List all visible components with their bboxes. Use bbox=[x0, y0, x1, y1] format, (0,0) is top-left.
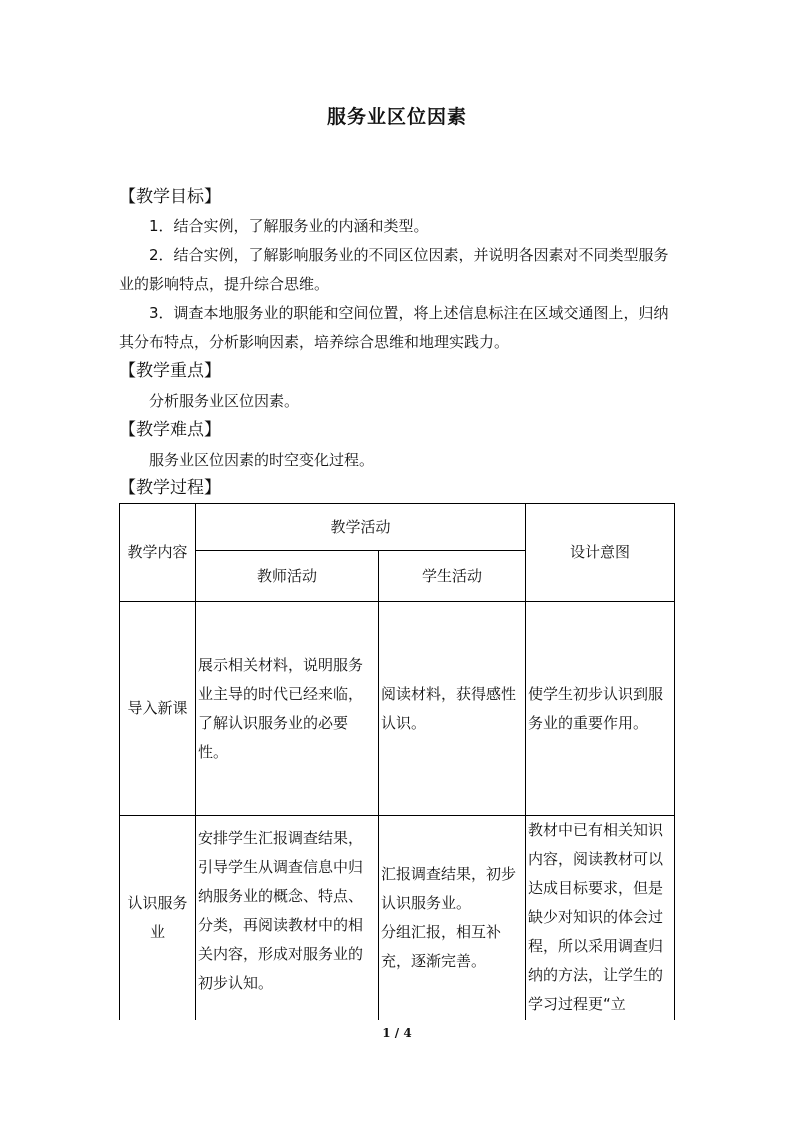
difficulty-text: 服务业区位因素的时空变化过程。 bbox=[149, 451, 375, 469]
process-heading: 【教学过程】 bbox=[119, 478, 221, 498]
goal-item-3: 3．调查本地服务业的职能和空间位置，将上述信息标注在区域交通图上，归纳其分布特点，分析影响因素，培养综合思维和地理实践力。 bbox=[119, 304, 669, 351]
goal-item-1: 1．结合实例，了解服务业的内涵和类型。 bbox=[149, 217, 429, 235]
row-intent-cell: 使学生初步认识到服务业的重要作用。 bbox=[526, 602, 675, 816]
row-intent-text: 教材中已有相关知识内容，阅读教材可以达成目标要求，但是缺少对知识的体会过程，所以采用调查归纳的方法，让学生的学习过程更“立 bbox=[528, 821, 664, 1013]
header-student: 学生活动 bbox=[379, 551, 526, 602]
row-student-cell bbox=[379, 816, 526, 1021]
row-student-cell: 阅读材料，获得感性认识。 bbox=[379, 602, 526, 816]
table-row bbox=[120, 816, 675, 1021]
row-teacher-cell: 展示相关材料，说明服务业主导的时代已经来临，了解认识服务业的必要性。 bbox=[196, 602, 379, 816]
header-teacher: 教师活动 bbox=[196, 551, 379, 602]
document-title: 服务业区位因素 bbox=[326, 106, 467, 128]
goals-heading: 【教学目标】 bbox=[119, 187, 221, 207]
table-row bbox=[120, 602, 675, 816]
page-number: 1 / 4 bbox=[382, 1026, 412, 1040]
row-content-cell: 认识服务业 bbox=[120, 816, 196, 1021]
key-points-heading: 【教学重点】 bbox=[119, 361, 221, 381]
row-teacher-text: 安排学生汇报调查结果，引导学生从调查信息中归纳服务业的概念、特点、分类，再阅读教材中的相关内容，形成对服务业的初步认知。 bbox=[198, 829, 364, 992]
difficulty-heading: 【教学难点】 bbox=[119, 420, 221, 440]
row-student-line-1: 汇报调查结果，初步认识服务业。 bbox=[381, 865, 517, 912]
header-intent: 设计意图 bbox=[526, 504, 675, 602]
row-content-cell: 导入新课 bbox=[120, 602, 196, 816]
table-header-row bbox=[120, 504, 675, 551]
key-points-text: 分析服务业区位因素。 bbox=[149, 392, 300, 410]
lesson-process-table bbox=[119, 503, 675, 1020]
row-teacher-cell bbox=[196, 816, 379, 1021]
row-intent-cell bbox=[526, 816, 675, 1021]
row-student-line-2: 分组汇报，相互补充，逐渐完善。 bbox=[381, 923, 502, 970]
goal-item-2: 2．结合实例，了解影响服务业的不同区位因素，并说明各因素对不同类型服务业的影响特点，提升综合思维。 bbox=[119, 246, 669, 293]
header-content: 教学内容 bbox=[120, 504, 196, 602]
header-activity: 教学活动 bbox=[196, 504, 526, 551]
